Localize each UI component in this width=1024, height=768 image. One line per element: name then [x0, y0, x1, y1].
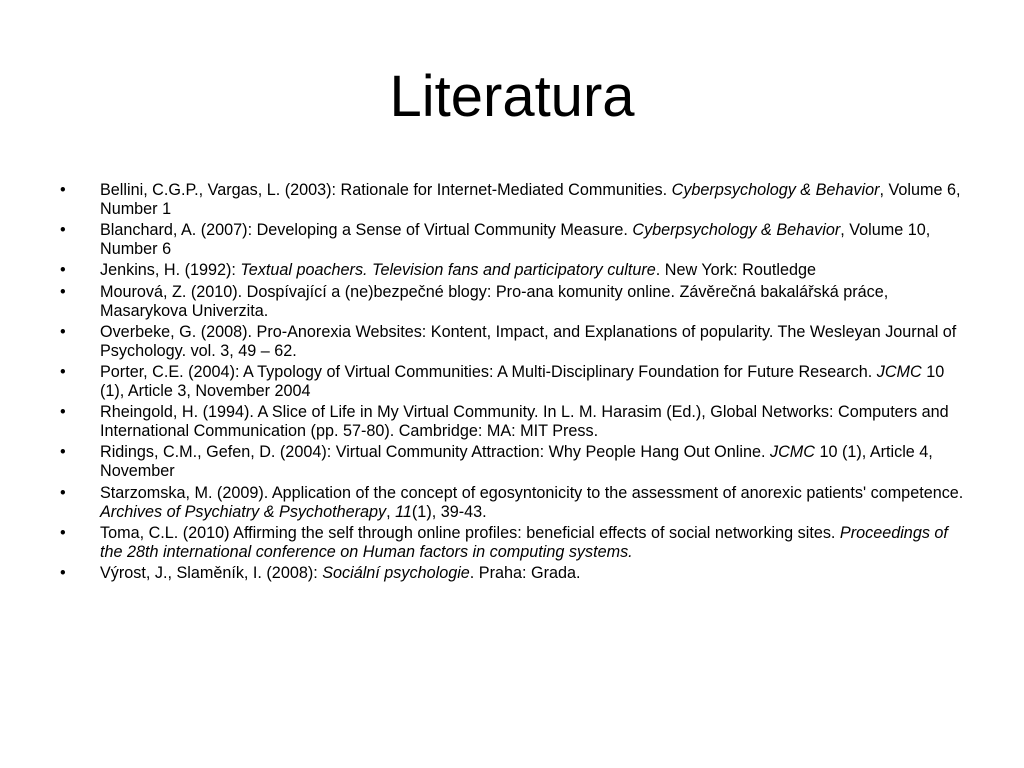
bullet-icon: • [60, 483, 66, 502]
reference-segment: Bellini, C.G.P., Vargas, L. (2003): Rationale for Internet-Mediated Communities. [100, 181, 672, 199]
reference-item [60, 443, 970, 481]
reference-text [100, 484, 963, 521]
bullet-icon: • [60, 403, 66, 422]
reference-segment: Blanchard, A. (2007): Developing a Sense of Virtual Community Measure. [100, 221, 633, 240]
slide-title: Literatura [389, 64, 635, 129]
bullet-icon: • [60, 261, 66, 280]
bullet-icon: • [60, 282, 66, 301]
reference-item [60, 484, 970, 522]
bullet-icon: • [60, 523, 66, 542]
reference-italic-segment: Textual poachers. Television fans and participatory culture [240, 261, 656, 280]
reference-segment: 10 (1), Article 3, November 2004 [100, 362, 945, 400]
reference-segment: Rheingold, H. (1994). A Slice of Life in My Virtual Community. In L. M. Harasim (Ed.), Global Networks: Computers and International Communication (pp. 57-80). Cambridge: MA: MIT Press. [100, 403, 949, 441]
reference-text [100, 283, 888, 320]
reference-item [60, 283, 970, 321]
reference-text [100, 363, 944, 400]
reference-text [100, 403, 949, 440]
reference-item [60, 181, 970, 219]
reference-item [60, 261, 970, 280]
reference-text [100, 181, 960, 218]
reference-italic-segment: Cyberpsychology & Behavior [671, 181, 880, 199]
bullet-icon: • [60, 443, 66, 462]
reference-segment: 10 (1), Article 4, November [100, 443, 933, 481]
reference-segment: Toma, C.L. (2010) Affirming the self through online profiles: beneficial effects of social networking sites. [100, 523, 840, 542]
bullet-icon: • [60, 362, 66, 381]
reference-segment: . New York: Routledge [655, 261, 816, 280]
reference-segment: Porter, C.E. (2004): A Typology of Virtual Communities: A Multi-Disciplinary Foundation for Future Research. [100, 362, 877, 381]
reference-italic-segment: JCMC [769, 443, 815, 462]
reference-italic-segment: JCMC [876, 362, 922, 381]
reference-segment: Starzomska, M. (2009). Application of the concept of egosyntonicity to the assessment of anorexic patients' competence. [100, 483, 964, 502]
reference-segment: Jenkins, H. (1992): [100, 261, 241, 280]
reference-italic-segment: 11 [395, 502, 412, 521]
reference-text [100, 323, 956, 360]
bullet-icon: • [60, 322, 66, 341]
bullet-icon: • [60, 221, 66, 240]
reference-segment: , Volume 6, Number 1 [100, 181, 961, 218]
reference-segment: . Praha: Grada. [469, 563, 581, 582]
reference-item [60, 524, 970, 562]
reference-segment: Ridings, C.M., Gefen, D. (2004): Virtual Community Attraction: Why People Hang Out Online. [100, 443, 770, 462]
reference-segment: Výrost, J., Slaměník, I. (2008): [100, 563, 323, 582]
reference-item [60, 323, 970, 361]
reference-segment: , [386, 502, 396, 521]
reference-italic-segment: Archives of Psychiatry & Psychotherapy [100, 502, 387, 521]
reference-item [60, 564, 970, 583]
reference-list [60, 181, 970, 585]
bullet-icon: • [60, 563, 66, 582]
reference-item [60, 403, 970, 441]
reference-segment: Overbeke, G. (2008). Pro-Anorexia Websites: Kontent, Impact, and Explanations of popularity. The Wesleyan Journal of Psychology. vol. 3, 49 – 62. [100, 322, 957, 360]
reference-text [100, 261, 816, 279]
reference-segment: (1), 39-43. [411, 502, 487, 521]
reference-italic-segment: Sociální psychologie [322, 563, 470, 582]
reference-item [60, 363, 970, 401]
reference-text [100, 221, 930, 258]
reference-segment: , Volume 10, Number 6 [100, 221, 931, 259]
reference-italic-segment: Cyberpsychology & Behavior [632, 221, 841, 240]
reference-italic-segment: Proceedings of the 28th international conference on Human factors in computing systems. [100, 523, 948, 561]
bullet-icon: • [60, 181, 66, 199]
reference-text [100, 564, 580, 582]
reference-item [60, 221, 970, 259]
reference-text [100, 443, 933, 480]
reference-segment: Mourová, Z. (2010). Dospívající a (ne)bezpečné blogy: Pro-ana komunity online. Závěrečná bakalářská práce, Masarykova Univerzita. [100, 282, 889, 320]
reference-text [100, 524, 948, 561]
